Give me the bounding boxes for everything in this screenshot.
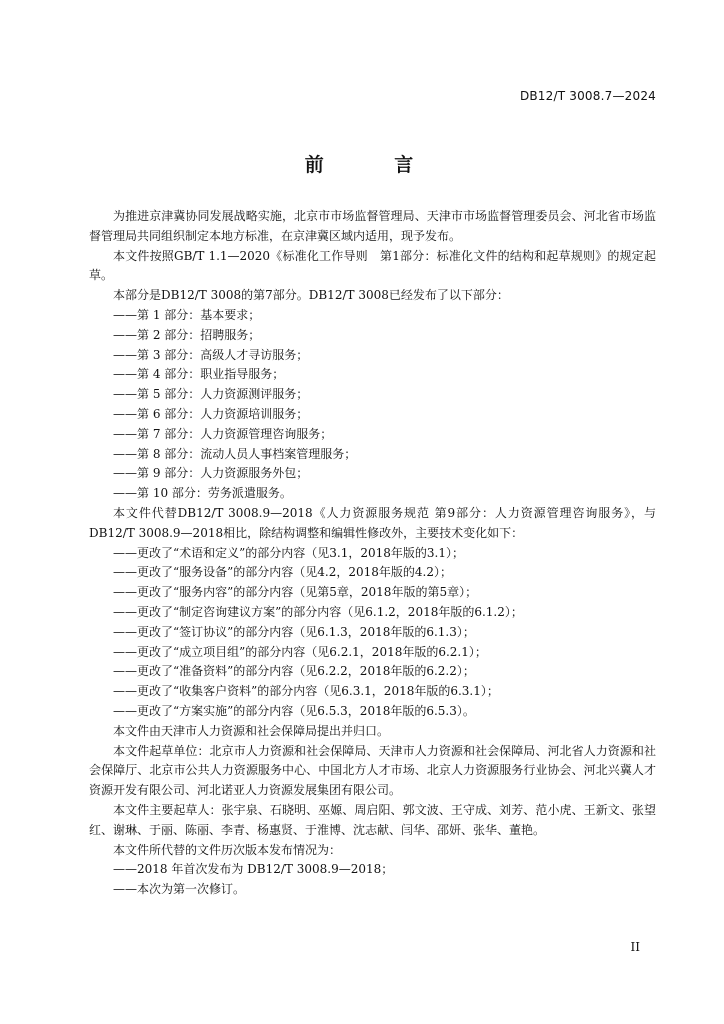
intro-paragraph: 为推进京津冀协同发展战略实施，北京市市场监督管理局、天津市市场监督管理委员会、河北省市场监督管理局共同组织制定本地方标准，在京津冀区域内适用，现予发布。 bbox=[89, 209, 656, 243]
list-item: ——第 4 部分：职业指导服务； bbox=[113, 367, 285, 382]
list-item: ——更改了“签订协议”的部分内容（见6.1.3，2018年版的6.1.3）； bbox=[113, 624, 475, 639]
document-id: DB12/T 3008.7—2024 bbox=[519, 89, 656, 103]
list-item: ——第 5 部分：人力资源测评服务； bbox=[113, 387, 309, 402]
list-item: ——第 2 部分：招聘服务； bbox=[113, 327, 261, 342]
history-list bbox=[89, 860, 656, 900]
list-item: ——本次为第一次修订。 bbox=[113, 882, 246, 897]
page-number: II bbox=[630, 940, 640, 954]
list-item: ——更改了“服务内容”的部分内容（见第5章，2018年版的第5章）； bbox=[113, 585, 478, 600]
replacement-paragraph: 本文件代替DB12/T 3008.9—2018《人力资源服务规范 第9部分：人力资源管理咨询服务》，与DB12/T 3008.9—2018相比，除结构调整和编辑性修改外，主要技术变化如下： bbox=[89, 505, 656, 540]
list-item: ——更改了“收集客户资料”的部分内容（见6.3.1，2018年版的6.3.1）； bbox=[113, 684, 499, 699]
drafting-rule-paragraph: 本文件按照GB/T 1.1—2020《标准化工作导则 第1部分：标准化文件的结构和起草规则》的规定起草。 bbox=[89, 248, 656, 283]
list-item: ——第 9 部分：人力资源服务外包； bbox=[113, 466, 309, 481]
drafters-paragraph: 本文件主要起草人：张宇泉、石晓明、巫嫄、周启阳、郭文波、王守成、刘芳、范小虎、王新文、张望红、谢琳、于丽、陈丽、李青、杨惠贤、于淮博、沈志献、闫华、邵妍、张华、董艳。 bbox=[89, 802, 656, 837]
list-item: ——更改了“服务设备”的部分内容（见4.2，2018年版的4.2）； bbox=[113, 565, 452, 580]
list-item: ——更改了“成立项目组”的部分内容（见6.2.1，2018年版的6.2.1）； bbox=[113, 644, 487, 659]
list-item: ——第 3 部分：高级人才寻访服务； bbox=[113, 347, 309, 362]
list-item: ——第 7 部分：人力资源管理咨询服务； bbox=[113, 426, 333, 441]
list-item: ——第 8 部分：流动人员人事档案管理服务； bbox=[113, 446, 357, 461]
list-item: ——更改了“制定咨询建议方案”的部分内容（见6.1.2，2018年版的6.1.2）； bbox=[113, 604, 523, 619]
list-item: ——第 10 部分：劳务派遣服务。 bbox=[113, 486, 292, 501]
history-intro-paragraph: 本文件所代替的文件历次版本发布情况为： bbox=[113, 842, 342, 857]
parts-list bbox=[89, 306, 656, 504]
document-body bbox=[89, 207, 656, 900]
proposer-paragraph: 本文件由天津市人力资源和社会保障局提出并归口。 bbox=[113, 723, 390, 738]
list-item: ——2018 年首次发布为 DB12/T 3008.9—2018； bbox=[113, 862, 394, 877]
list-item: ——第 6 部分：人力资源培训服务； bbox=[113, 406, 309, 421]
list-item: ——更改了“术语和定义”的部分内容（见3.1，2018年版的3.1）； bbox=[113, 545, 464, 560]
list-item: ——更改了“方案实施”的部分内容（见6.5.3，2018年版的6.5.3）。 bbox=[113, 703, 475, 718]
list-item: ——更改了“准备资料”的部分内容（见6.2.2，2018年版的6.2.2）； bbox=[113, 664, 475, 679]
parts-intro-paragraph: 本部分是DB12/T 3008的第7部分。DB12/T 3008已经发布了以下部分： bbox=[113, 288, 509, 303]
page-title: 前 言 bbox=[304, 154, 446, 176]
changes-list bbox=[89, 544, 656, 722]
drafting-units-paragraph: 本文件起草单位：北京市人力资源和社会保障局、天津市人力资源和社会保障局、河北省人力资源和社会保障厅、北京市公共人力资源服务中心、中国北方人才市场、北京人力资源服务行业协会、河北兴冀人才资源开发有限公司、河北诺亚人力资源发展集团有限公司。 bbox=[89, 743, 656, 798]
list-item: ——第 1 部分：基本要求； bbox=[113, 307, 261, 322]
